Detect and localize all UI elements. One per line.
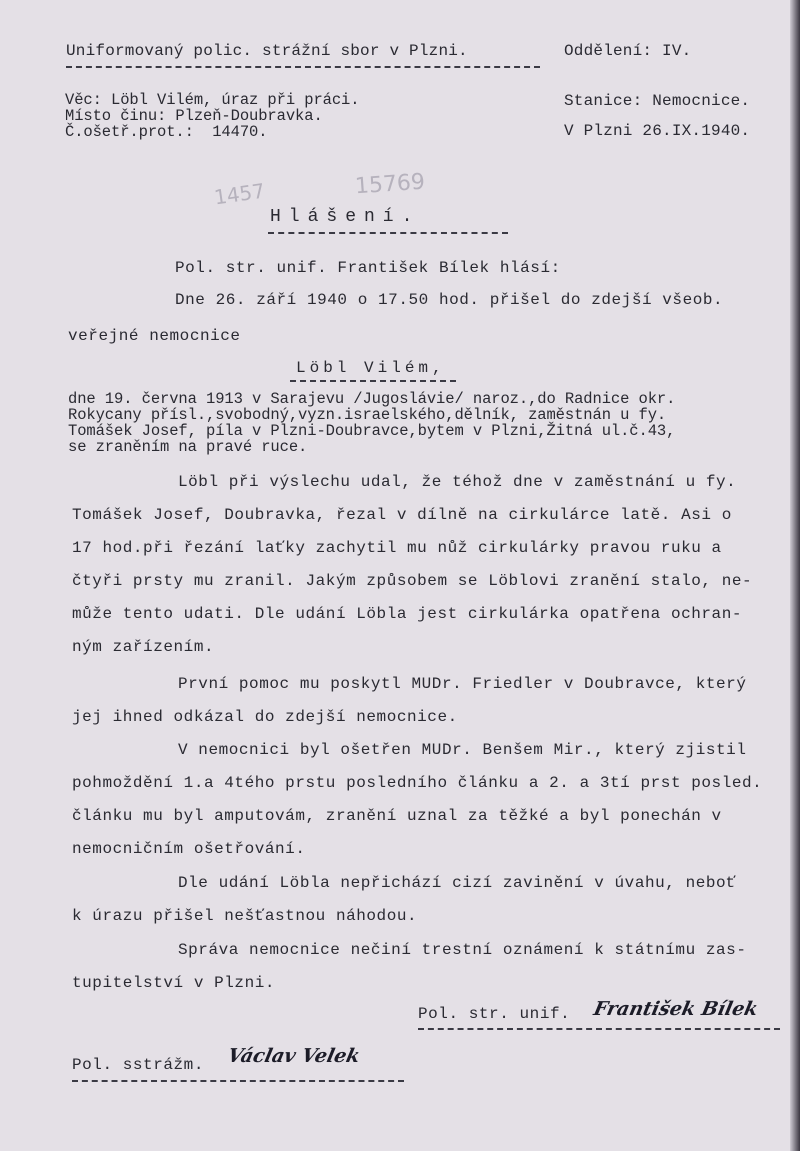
- paragraph-line: První pomoc mu poskytl MUDr. Friedler v Doubravce, který: [178, 675, 747, 693]
- paragraph-line: tupitelství v Plzni.: [72, 974, 276, 992]
- signature-2-label: Pol. sstrážm.: [72, 1056, 204, 1074]
- paragraph-line: Správa nemocnice nečiní trestní oznámení k státnímu zas-: [178, 941, 747, 959]
- detail-line: dne 19. června 1913 v Sarajevu /Jugoslávie/ naroz.,do Radnice okr.: [68, 390, 676, 408]
- report-date: V Plzni 26.IX.1940.: [564, 122, 751, 140]
- station-label: Stanice: Nemocnice.: [564, 92, 751, 110]
- detail-line: Rokycany přísl.,svobodný,vyzn.israelského,dělník, zaměstnán u fy.: [68, 406, 667, 424]
- paragraph-line: Tomášek Josef, Doubravka, řezal v dílně na cirkulárce latě. Asi o: [72, 506, 732, 524]
- document-title: Hlášení.: [270, 207, 421, 227]
- paragraph-line: článku mu byl amputovám, zranění uznal za těžké a byl ponechán v: [72, 807, 722, 825]
- signature-2-line: [72, 1080, 404, 1082]
- person-name-underline: [290, 380, 456, 382]
- paragraph-line: 17 hod.při řezání laťky zachytil mu nůž cirkulárky pravou ruku a: [72, 539, 722, 557]
- reporter-line: Pol. str. unif. František Bílek hlásí:: [175, 259, 561, 277]
- signature-1-handwritten: František Bílek: [591, 998, 760, 1020]
- paragraph-line: k úrazu přišel nešťastnou náhodou.: [72, 907, 418, 925]
- title-underline: [268, 232, 508, 234]
- paragraph-line: pohmoždění 1.a 4tého prstu posledního článku a 2. a 3tí prst posled.: [72, 774, 763, 792]
- paragraph-line: čtyři prsty mu zranil. Jakým způsobem se Löblovi zranění stalo, ne-: [72, 572, 753, 590]
- faint-stamp-number-large: 15769: [354, 169, 426, 200]
- page-edge-shadow: [790, 0, 800, 1151]
- paragraph-line: jej ihned odkázal do zdejší nemocnice.: [72, 708, 458, 726]
- signature-1-label: Pol. str. unif.: [418, 1005, 571, 1023]
- detail-line: Tomášek Josef, píla v Plzni-Doubravce,bytem v Plzni,Žitná ul.č.43,: [68, 422, 676, 440]
- signature-2-handwritten: Václav Velek: [225, 1045, 362, 1067]
- signature-1-line: [418, 1028, 780, 1030]
- paragraph-line: nemocničním ošetřování.: [72, 840, 306, 858]
- paragraph-line: může tento udati. Dle udání Löbla jest cirkulárka opatřena ochran-: [72, 605, 743, 623]
- paragraph-line: Dle udání Löbla nepřichází cizí zavinění v úvahu, neboť: [178, 874, 737, 892]
- paragraph-1-line-2: veřejné nemocnice: [68, 327, 241, 345]
- person-name: Löbl Vilém,: [296, 359, 446, 377]
- detail-line: se zraněním na pravé ruce.: [68, 438, 308, 456]
- header-divider: [66, 66, 540, 68]
- protocol-number: Č.ošetř.prot.: 14470.: [65, 123, 268, 141]
- unit-heading: Uniformovaný polic. strážní sbor v Plzni.: [66, 42, 468, 60]
- paragraph-1-line-1: Dne 26. září 1940 o 17.50 hod. přišel do zdejší všeob.: [175, 291, 724, 309]
- paragraph-line: Löbl při výslechu udal, že téhož dne v zaměstnání u fy.: [178, 473, 737, 491]
- paragraph-line: ným zařízením.: [72, 638, 215, 656]
- faint-stamp-number: 1457: [212, 178, 267, 210]
- department-label: Oddělení: IV.: [564, 42, 692, 60]
- paragraph-line: V nemocnici byl ošetřen MUDr. Benšem Mir., který zjistil: [178, 741, 747, 759]
- crime-place-line: Místo činu: Plzeň-Doubravka.: [65, 107, 323, 125]
- subject-line: Věc: Löbl Vilém, úraz při práci.: [65, 91, 360, 109]
